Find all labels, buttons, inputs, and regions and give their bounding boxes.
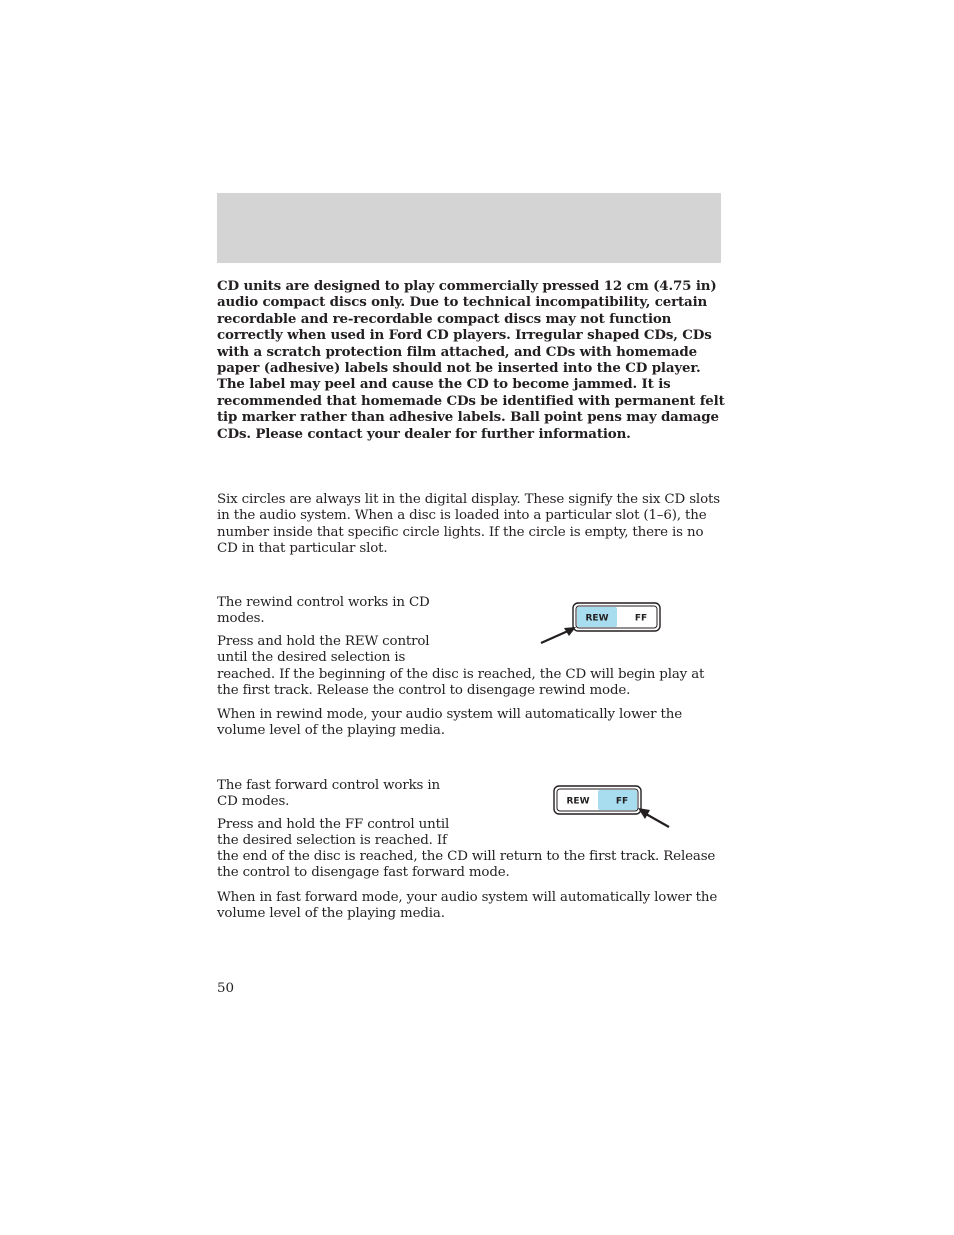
rew-button-label: REW <box>585 613 609 624</box>
ff-button-label: FF <box>615 796 629 807</box>
disc-slot-display-description: Six circles are always lit in the digital display. These signify the six CD slots in the audio system. When a disc is loaded into a particular slot (1–6), the number inside that specific circle lights. If the circle is empty, there is no CD in that particular slot. <box>217 492 720 557</box>
ff-button-label: FF <box>634 613 648 624</box>
cd-compatibility-warning: CD units are designed to play commercially pressed 12 cm (4.75 in) audio compact discs only. Due to technical incompatibility, certain recordable and re-recordable compact discs may not function correctly when used in Ford CD players. Irregular shaped CDs, CDs with a scratch protection film attached, and CDs with homemade paper (adhesive) labels should not be inserted into the CD player. The label may peel and cause the CD to become jammed. It is recommended that homemade CDs be identified with permanent felt tip marker rather than adhesive labels. Ball point pens may damage CDs. Please contact your dealer for further information. <box>217 278 725 442</box>
rewind-instruction-start: Press and hold the REW control until the desired selection is <box>217 634 430 666</box>
rew-button-label: REW <box>566 796 590 807</box>
fast-forward-intro: The fast forward control works in CD modes. <box>217 778 440 810</box>
fast-forward-instruction-end: the end of the disc is reached, the CD will return to the first track. Release the control to disengage fast forward mode. <box>217 849 716 881</box>
section-header-band <box>217 193 721 263</box>
rewind-instruction-end: reached. If the beginning of the disc is reached, the CD will begin play at the first track. Release the control to disengage rewind mode. <box>217 667 705 699</box>
page-number: 50 <box>217 981 235 996</box>
rew-button-illustration <box>540 603 662 645</box>
pointer-arrow-icon <box>646 814 669 827</box>
fast-forward-volume-note: When in fast forward mode, your audio system will automatically lower the volume level of the playing media. <box>217 890 718 922</box>
ff-button-illustration <box>554 786 674 832</box>
rewind-intro: The rewind control works in CD modes. <box>217 595 430 627</box>
pointer-arrow-icon <box>541 631 568 643</box>
rewind-volume-note: When in rewind mode, your audio system will automatically lower the volume level of the playing media. <box>217 707 683 739</box>
fast-forward-instruction-start: Press and hold the FF control until the desired selection is reached. If <box>217 817 450 849</box>
